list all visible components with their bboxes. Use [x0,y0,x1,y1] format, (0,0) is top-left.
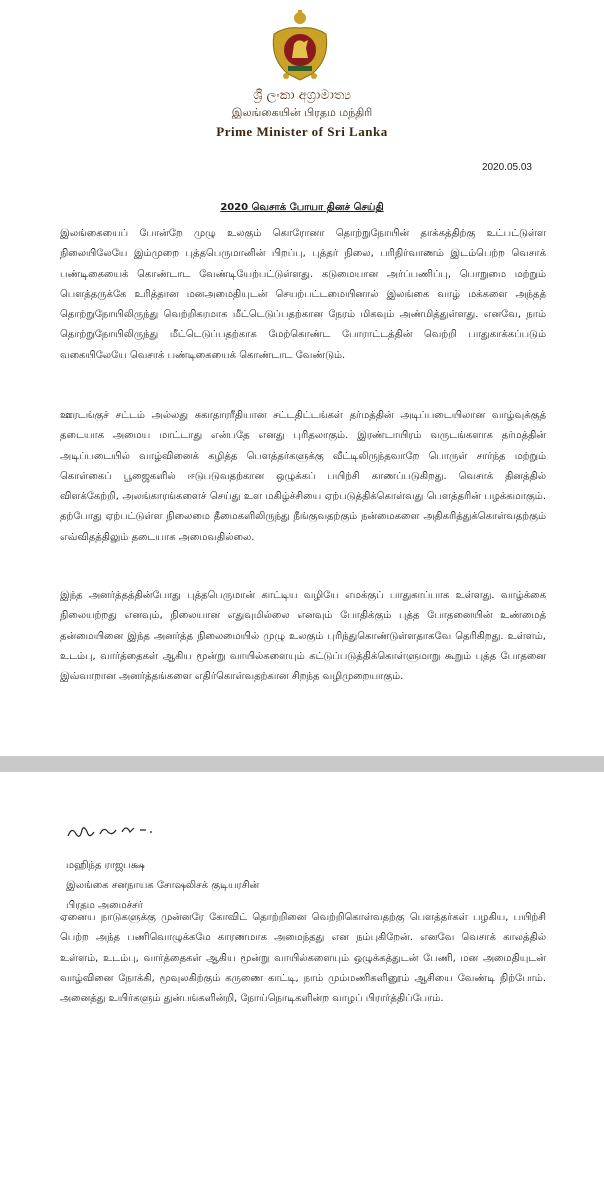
sri-lanka-emblem-icon [264,4,336,84]
message-title: 2020 வெசாக் போயா தினச் செய்தி [220,202,384,213]
signature-icon [66,820,156,842]
signer-name: மஹிந்த ராஜபக்ஷ [66,860,145,871]
letter-page-2 [0,772,604,1200]
header-sinhala: ශ්‍රී ලංකා අග්‍රාමාත්‍ය [253,88,351,103]
paragraph: இந்த அனர்த்தத்தின்போது புத்தபெருமான் காட்டிய வழியே எமக்குப் பாதுகாப்பாக உள்ளது. வாழ்க்கை நிலையற்றது எனவும், நிலையான எதுவுமில்லை எனவும் போதிக்கும் புத்த போதனையின் உண்மைத் தன்மையினை இந்த அனர்த்த நிலைமையில் முழு உலகும் புரிந்துகொண்டுள்ளதாகவே தெரிகிறது. உள்ளம், உடம்பு, வார்த்தைகள் ஆகிய மூன்று வாயில்களையும் கட்டுப்படுத்திக்கொள்ளுமாறு கூறும் புத்த போதனை இவ்வாறான அனர்த்தங்களை எதிர்கொள்வதற்கான சிறந்த வழிமுறையாகும். [60,590,546,683]
header-english: Prime Minister of Sri Lanka [216,124,388,139]
signer-title-line1: இலங்கை சனநாயக சோஷலிசக் குடியரசின் [66,880,260,891]
header-tamil: இலங்கையின் பிரதம மந்திரி [231,106,373,119]
signer-title-line2: பிரதம அமைச்சர் [66,900,143,911]
paragraph: ஊரடங்குச் சட்டம் அல்லது சுகாதாரரீதியான சட்டதிட்டங்கள் தர்மத்தின் அடிப்படையிலான வாழ்வுக்குத் தடையாக அமைய மாட்டாது என்பதே எனது புரிதலாகும். இரண்டாயிரம் வருடங்களாக தர்மத்தின் அடிப்படையில் வாழ்வினைக் கழித்த பௌத்தர்களுக்கு வீட்டிலிருந்தவாறே பொருள் சார்ந்த மற்றும் கொள்கைப் பூஜைகளில் ஈடுபடுவதற்கான ஒழுக்கப் பயிற்சி காணப்படுகிறது. வெசாக் தினத்தில் விளக்கேற்றி, அலங்காரங்களைச் செய்து உள மகிழ்ச்சியை ஏற்படுத்திக்கொள்வது பௌத்தரின் பழக்கமாகும். தற்போது ஏற்பட்டுள்ள நிலைமை தீமைகளிலிருந்து நீங்குவதற்கும் நன்மைகளை அதிகரித்துக்கொள்வதற்கும் எவ்விதத்திலும் தடையாக அமைவதில்லை. [60,410,546,543]
paragraph: ஏனைய நாடுகளுக்கு முன்னரே கோவிட் தொற்றினை வெற்றிகொள்வதற்கு பௌத்தர்கள் பழகிய, பயிற்சி பெற்ற அந்த பணிவொழுக்கமே காரணமாக அமைந்தது என நம்புகிறேன். எனவே வெசாக் காலத்தில் உள்ளம், உடம்பு, வார்த்தைகள் ஆகிய மூன்று வாயில்களையும் ஒழுக்கத்துடன் பேணி, மன அமைதியுடன் வாழ்வினை நோக்கி, மூவுலகிற்கும் கருணை காட்டி, நாம் மும்மணிகளினூம் ஆசியை வேண்டி நிற்போம். அனைத்து உயிர்களும் துன்பங்களின்றி, நோய்நொடிகளின்ற வாழப் பிரார்த்திப்போம். [60,912,546,1005]
letter-date: 2020.05.03 [481,162,532,173]
paragraph: இலங்கையைப் போன்றே முழு உலகும் கொரோனா தொற்றுநோயின் தாக்கத்திற்கு உட்பட்டுள்ள நிலையிலேயே இம்முறை புத்தபெருமானின் பிறப்பு, புத்தர் நிலை, பரிநிர்வாணம் இடம்பெற்ற வெசாக் பண்டிகையைக் கொண்டாட வேண்டியேற்பட்டுள்ளது. கடுமையான அர்ப்பணிப்பு, பொறுமை மற்றும் பௌத்தருக்கே உரித்தான மனஅமைதியுடன் செயற்பட்டமையினால் இலங்கை வாழ் மக்களை அந்தத் தொற்றுநோயிலிருந்து வெற்றிகரமாக மீட்டெடுப்பதற்கான நேரம் மிகவும் அண்மித்துள்ளது. எனவே, நாம் தொற்றுநோயிலிருந்து மீட்டெடுப்பதற்காக மேற்கொண்ட போராட்டத்தின் வெற்றி பாதுகாக்கப்படும் வகையிலேயே வெசாக் பண்டிகையைக் கொண்டாட வேண்டும். [60,228,546,361]
